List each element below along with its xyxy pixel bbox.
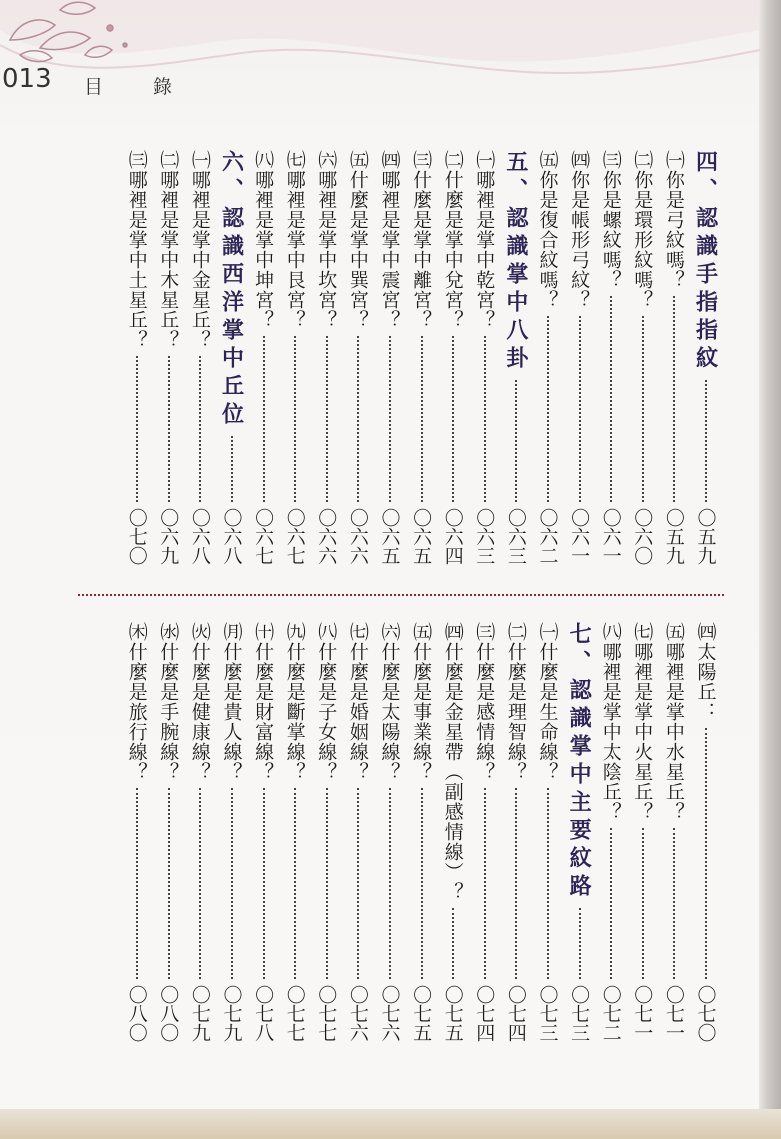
dot-leader xyxy=(389,788,391,979)
toc-page-number: 〇六〇 xyxy=(631,508,654,565)
toc-page-number: 〇七三 xyxy=(568,985,591,1042)
toc-entry-label: ㈡什麼是掌中兌宮？ xyxy=(441,150,464,330)
toc-page-number: 〇八〇 xyxy=(157,985,180,1042)
dot-leader xyxy=(421,336,423,502)
toc-entry[interactable] xyxy=(186,622,214,1042)
dot-leader xyxy=(421,788,423,979)
toc-entry[interactable] xyxy=(692,622,720,1042)
toc-page-number: 〇六二 xyxy=(536,508,559,565)
dot-leader xyxy=(484,788,486,979)
dot-leader xyxy=(357,788,359,979)
toc-page-number: 〇七五 xyxy=(441,985,464,1042)
dot-leader xyxy=(705,380,707,502)
dot-leader xyxy=(136,356,138,502)
toc-entry-label: ㈤什麼是事業線？ xyxy=(410,622,433,782)
toc-entry[interactable] xyxy=(123,150,151,565)
toc-page-number: 〇六八 xyxy=(220,508,243,565)
toc-page-number: 〇六五 xyxy=(378,508,401,565)
toc-heading[interactable] xyxy=(692,150,720,565)
toc-entry[interactable] xyxy=(250,622,278,1042)
toc-entry-label: ㈤哪裡是掌中水星丘？ xyxy=(662,622,685,822)
toc-entry[interactable] xyxy=(281,150,309,565)
dot-leader xyxy=(168,356,170,502)
toc-page-number: 〇五九 xyxy=(662,508,685,565)
toc-page-number: 〇七〇 xyxy=(125,508,148,565)
toc-entry[interactable] xyxy=(186,150,214,565)
toc-entry[interactable] xyxy=(471,622,499,1042)
toc-entry[interactable] xyxy=(534,150,562,565)
dot-leader xyxy=(136,788,138,979)
toc-heading-label: 五、認識掌中八卦 xyxy=(502,150,529,374)
toc-entry-label: ㈧哪裡是掌中坤宮？ xyxy=(252,150,275,330)
dot-leader xyxy=(610,828,612,979)
page-number: 013 xyxy=(2,64,52,94)
toc-entry-label: ㈠你是弓紋嗎？ xyxy=(662,150,685,290)
toc-entry-label: ㈨什麼是斷掌線？ xyxy=(283,622,306,782)
dot-leader xyxy=(231,436,233,502)
page-edge-shadow xyxy=(759,0,781,1139)
toc-page-number: 〇七四 xyxy=(473,985,496,1042)
dot-leader xyxy=(452,336,454,502)
toc-entry[interactable] xyxy=(629,622,657,1042)
toc-page-number: 〇七一 xyxy=(662,985,685,1042)
dot-leader xyxy=(294,336,296,502)
toc-entry-label: ㈦哪裡是掌中火星丘？ xyxy=(631,622,654,822)
toc-entry-label: ㈬什麼是手腕線？ xyxy=(157,622,180,782)
dot-leader xyxy=(294,788,296,979)
toc-page-number: 〇六六 xyxy=(315,508,338,565)
toc-page-number: 〇六六 xyxy=(346,508,369,565)
toc-heading-label: 七、認識掌中主要紋路 xyxy=(566,622,593,902)
toc-entry-label: ㈢你是螺紋嗎？ xyxy=(599,150,622,290)
toc-page-number: 〇七八 xyxy=(252,985,275,1042)
toc-page-number: 〇七六 xyxy=(346,985,369,1042)
toc-entry-label: ㈪什麼是貴人線？ xyxy=(220,622,243,782)
toc-page-number: 〇六七 xyxy=(283,508,306,565)
decorative-swoosh xyxy=(0,0,781,130)
page-title: 目 錄 xyxy=(84,76,195,98)
toc-page-number: 〇五九 xyxy=(694,508,717,565)
toc-entry[interactable] xyxy=(313,150,341,565)
dot-leader xyxy=(263,336,265,502)
toc-entry-label: ㈥哪裡是掌中坎宮？ xyxy=(315,150,338,330)
toc-entry-label: ㈦什麼是婚姻線？ xyxy=(346,622,369,782)
toc-entry-label: ㈠什麼是生命線？ xyxy=(536,622,559,782)
toc-page-number: 〇六七 xyxy=(252,508,275,565)
toc-entry-label: ㈤什麼是掌中巽宮？ xyxy=(346,150,369,330)
dot-leader xyxy=(389,336,391,502)
toc-entry-label: ㈩什麼是財富線？ xyxy=(252,622,275,782)
toc-page-number: 〇六九 xyxy=(157,508,180,565)
dot-leader xyxy=(168,788,170,979)
dot-leader xyxy=(673,828,675,979)
toc-heading[interactable] xyxy=(566,622,594,1042)
toc-entry-label: ㈣太陽丘： xyxy=(694,622,717,722)
dot-leader xyxy=(357,336,359,502)
toc-page-number: 〇八〇 xyxy=(125,985,148,1042)
toc-entry[interactable] xyxy=(408,150,436,565)
toc-entry-label: ㈠哪裡是掌中金星丘？ xyxy=(188,150,211,350)
toc-entry[interactable] xyxy=(439,622,467,1042)
toc-entry-label: ㈠哪裡是掌中乾宮？ xyxy=(473,150,496,330)
toc-page-number: 〇六一 xyxy=(599,508,622,565)
toc-page-number: 〇七九 xyxy=(188,985,211,1042)
toc-page-number: 〇七一 xyxy=(631,985,654,1042)
toc-heading-label: 四、認識手指指紋 xyxy=(692,150,719,374)
toc-entry[interactable] xyxy=(439,150,467,565)
toc-entry[interactable] xyxy=(597,622,625,1042)
toc-entry-label: ㈤你是復合紋嗎？ xyxy=(536,150,559,310)
dot-leader xyxy=(610,296,612,502)
toc-entry-label: ㈢什麼是感情線？ xyxy=(473,622,496,782)
toc-entry-label: ㈣什麼是金星帶（副感情線）？ xyxy=(441,622,464,902)
toc-entry[interactable] xyxy=(471,150,499,565)
dot-leader xyxy=(579,316,581,502)
toc-entry-label: ㈡什麼是理智線？ xyxy=(504,622,527,782)
toc-entry[interactable] xyxy=(344,150,372,565)
toc-entry-label: ㈦哪裡是掌中艮宮？ xyxy=(283,150,306,330)
section-divider xyxy=(78,594,724,596)
dot-leader xyxy=(326,788,328,979)
dot-leader xyxy=(199,356,201,502)
toc-entry[interactable] xyxy=(281,622,309,1042)
dot-leader xyxy=(705,728,707,979)
toc-page-number: 〇七〇 xyxy=(694,985,717,1042)
toc-entry-label: ㈣哪裡是掌中震宮？ xyxy=(378,150,401,330)
toc-entry[interactable] xyxy=(344,622,372,1042)
toc-page-number: 〇六一 xyxy=(568,508,591,565)
toc-heading-label: 六、認識西洋掌中丘位 xyxy=(218,150,245,430)
toc-entry-label: ㈢什麼是掌中離宮？ xyxy=(410,150,433,330)
toc-page-number: 〇七九 xyxy=(220,985,243,1042)
toc-entry-label: ㈣你是帳形弓紋？ xyxy=(568,150,591,310)
toc-entry-label: ㈧什麼是子女線？ xyxy=(315,622,338,782)
toc-entry-label: ㈧哪裡是掌中太陰丘？ xyxy=(599,622,622,822)
dot-leader xyxy=(452,908,454,979)
dot-leader xyxy=(231,788,233,979)
toc-entry[interactable] xyxy=(660,150,688,565)
toc-entry[interactable] xyxy=(629,150,657,565)
toc-entry[interactable] xyxy=(376,622,404,1042)
dot-leader xyxy=(484,336,486,502)
toc-entry[interactable] xyxy=(660,622,688,1042)
toc-page-number: 〇七三 xyxy=(536,985,559,1042)
toc-entry[interactable] xyxy=(123,622,151,1042)
toc-page-number: 〇六五 xyxy=(410,508,433,565)
toc-entry[interactable] xyxy=(597,150,625,565)
toc-entry[interactable] xyxy=(566,150,594,565)
toc-page-number: 〇七七 xyxy=(283,985,306,1042)
toc-entry-label: ㈫什麼是健康線？ xyxy=(188,622,211,782)
toc-entry[interactable] xyxy=(313,622,341,1042)
toc-page-number: 〇六三 xyxy=(504,508,527,565)
dot-leader xyxy=(547,788,549,979)
dot-leader xyxy=(515,788,517,979)
toc-entry[interactable] xyxy=(376,150,404,565)
dot-leader xyxy=(199,788,201,979)
dot-leader xyxy=(673,296,675,502)
toc-entry-label: ㈭什麼是旅行線？ xyxy=(125,622,148,782)
dot-leader xyxy=(547,316,549,502)
toc-entry[interactable] xyxy=(534,622,562,1042)
toc-page-number: 〇七五 xyxy=(410,985,433,1042)
toc-heading[interactable] xyxy=(218,150,246,565)
toc-entry[interactable] xyxy=(250,150,278,565)
dot-leader xyxy=(642,316,644,502)
toc-entry[interactable] xyxy=(502,622,530,1042)
toc-page-number: 〇七二 xyxy=(599,985,622,1042)
dot-leader xyxy=(642,828,644,979)
toc-heading[interactable] xyxy=(502,150,530,565)
toc-entry[interactable] xyxy=(218,622,246,1042)
toc-page-number: 〇六八 xyxy=(188,508,211,565)
dot-leader xyxy=(326,336,328,502)
toc-page-number: 〇六四 xyxy=(441,508,464,565)
toc-page-number: 〇七四 xyxy=(504,985,527,1042)
toc-entry-label: ㈢哪裡是掌中土星丘？ xyxy=(125,150,148,350)
toc-page-number: 〇六三 xyxy=(473,508,496,565)
toc-page-number: 〇七七 xyxy=(315,985,338,1042)
toc-page-number: 〇七六 xyxy=(378,985,401,1042)
toc-entry-label: ㈥什麼是太陽線？ xyxy=(378,622,401,782)
toc-entry-label: ㈡哪裡是掌中木星丘？ xyxy=(157,150,180,350)
dot-leader xyxy=(263,788,265,979)
dot-leader xyxy=(579,908,581,979)
toc-entry[interactable] xyxy=(155,150,183,565)
toc-entry-label: ㈡你是環形紋嗎？ xyxy=(631,150,654,310)
dot-leader xyxy=(515,380,517,502)
toc-entry[interactable] xyxy=(155,622,183,1042)
toc-entry[interactable] xyxy=(408,622,436,1042)
page-bottom-edge xyxy=(0,1109,781,1139)
